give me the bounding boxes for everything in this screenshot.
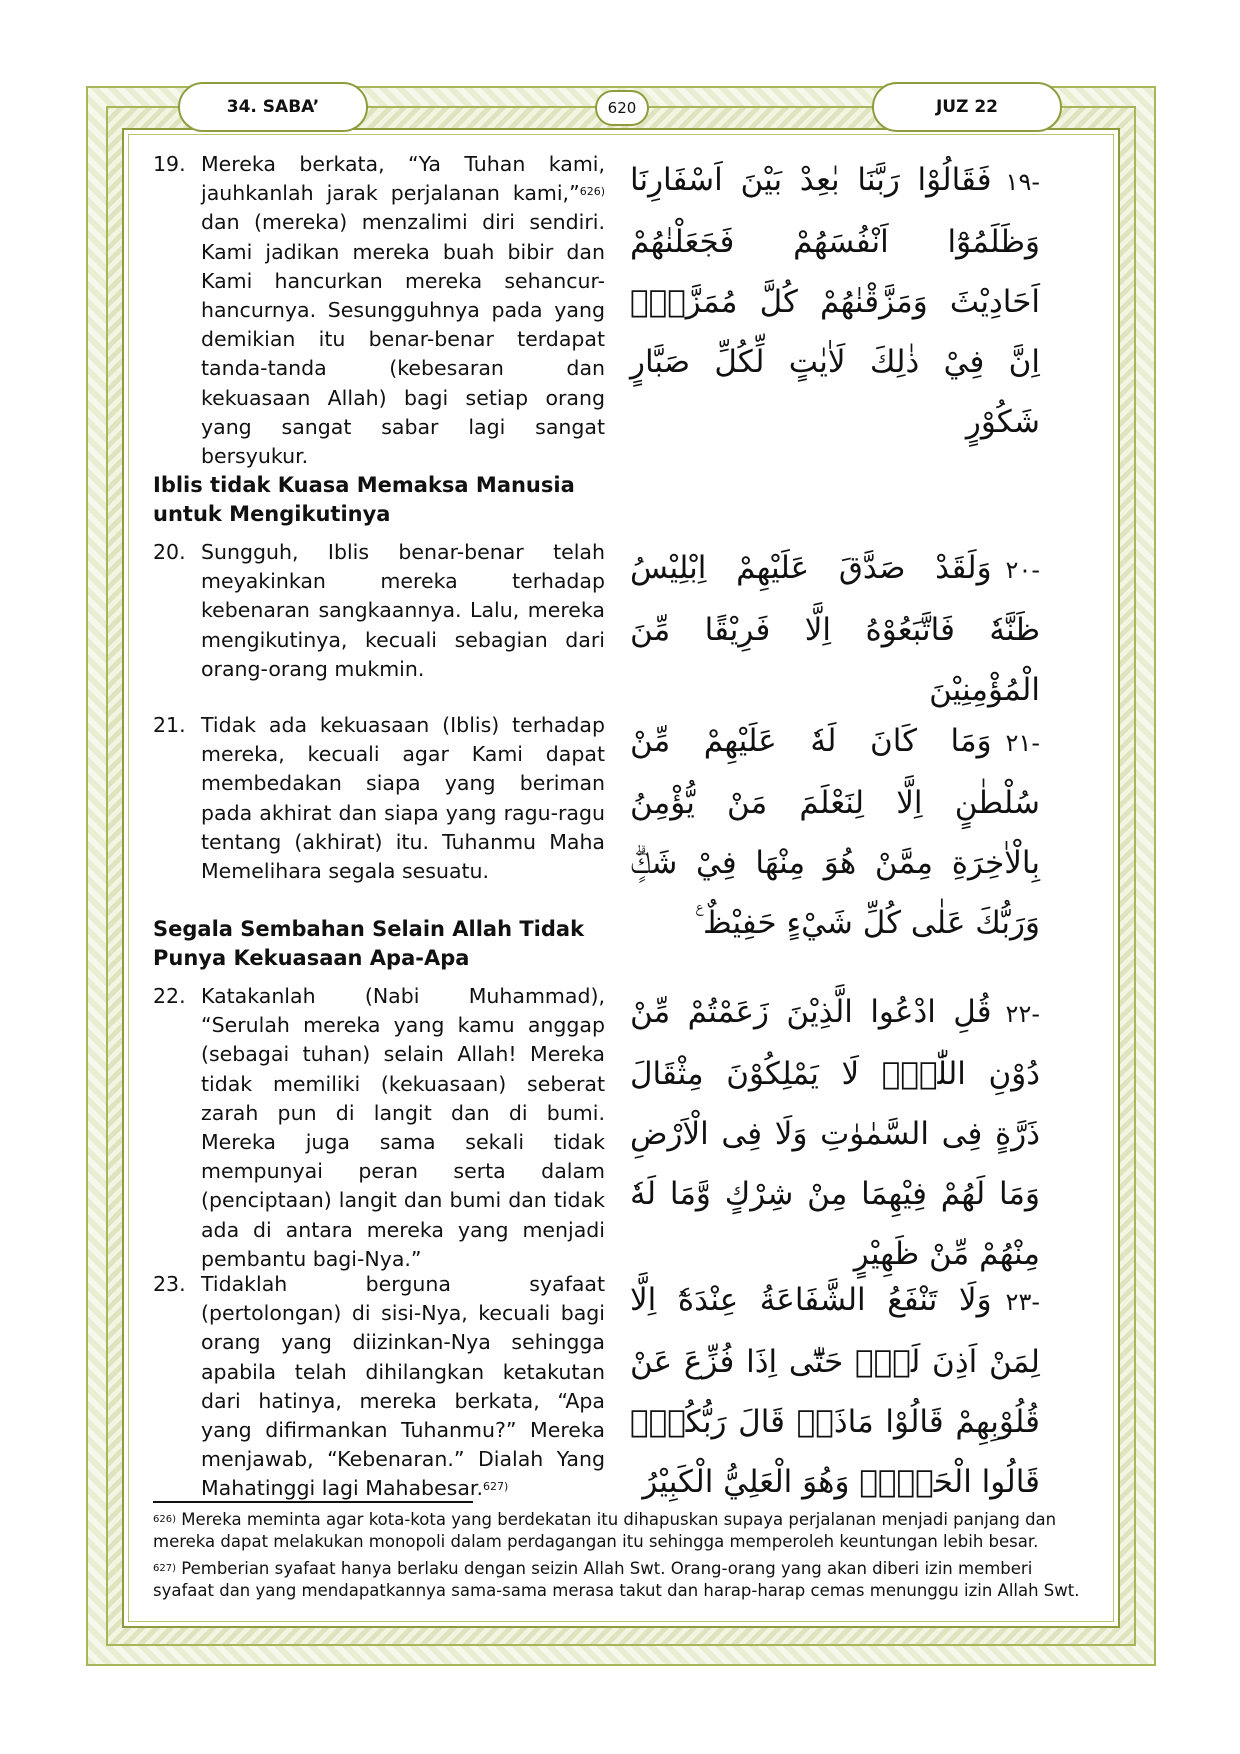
verse-22-translation: 22. Katakanlah (Nabi Muhammad), “Serulah mereka yang kamu anggap (sebagai tuhan) selain Allah! Mereka tidak memiliki (kekuasaan) seberat zarah pun di langit dan di bumi. Mereka juga sama sekali tidak mempunyai peran serta dalam (penciptaan) langit dan bumi dan tidak ada di antara mereka yang menjadi pembantu bagi-Nya.” — [153, 984, 605, 1271]
juz-label: JUZ 22 — [872, 82, 1062, 132]
arabic-verse-number: -١٩ — [1005, 168, 1040, 196]
page-number: 620 — [595, 90, 649, 126]
verse-23-arabic: -٢٣وَلَا تَنْفَعُ الشَّفَاعَةُ عِنْدَهٗٓ اِلَّا لِمَنْ اَذِنَ لَهٗۗ حَتّٰٓى اِذَا فُزِّعَ عَنْ قُلُوْبِهِمْ قَالُوْا مَاذَاۙ قَالَ رَبُّكُمْۗ قَالُوا الْحَقَّۚ وَهُوَ الْعَلِيُّ الْكَبِيْرُ — [630, 1282, 1040, 1500]
verse-19-translation: 19. Mereka berkata, “Ya Tuhan kami, jauhkanlah jarak perjalanan kami,”$^{626)}$ dan (mereka) menzalimi diri sendiri. Kami jadikan mereka buah bibir dan Kami hancurkan mereka sehancur-hancurnya. Sesungguhnya pada yang demikian itu benar-benar terdapat tanda-tanda (kebesaran dan kekuasaan Allah) bagi setiap orang yang sangat sabar lagi sangat bersyukur. — [153, 152, 605, 469]
arabic-verse-number: -٢١ — [1005, 729, 1040, 757]
section-heading: Segala Sembahan Selain Allah Tidak Punya Kekuasaan Apa-Apa — [153, 917, 585, 970]
arabic-verse-number: -٢٠ — [1005, 556, 1040, 584]
section-heading: Iblis tidak Kuasa Memaksa Manusia untuk Mengikutinya — [153, 473, 575, 526]
arabic-verse-number: -٢٣ — [1005, 1288, 1040, 1316]
verse-number: 20. — [153, 540, 186, 564]
footnote-626: $^{626)}$ Mereka meminta agar kota-kota yang berdekatan itu dihapuskan supaya perjalanan menjadi panjang dan mereka dapat melakukan monopoli dalam perdagangan itu sehingga memperoleh keuntungan lebih besar. — [153, 1510, 1057, 1551]
verse-19-arabic: -١٩فَقَالُوْا رَبَّنَا بٰعِدْ بَيْنَ اَسْفَارِنَا وَظَلَمُوْٓا اَنْفُسَهُمْ فَجَعَلْنٰهُمْ اَحَادِيْثَ وَمَزَّقْنٰهُمْ كُلَّ مُمَزَّقٍۗ اِنَّ فِيْ ذٰلِكَ لَاٰيٰتٍ لِّكُلِّ صَبَّارٍ شَكُوْرٍ — [630, 162, 1040, 440]
verse-20-translation: 20. Sungguh, Iblis benar-benar telah meyakinkan mereka terhadap kebenaran sangkaannya. Lalu, mereka mengikutinya, kecuali sebagian dari orang-orang mukmin. — [153, 540, 605, 681]
footnote-627: $^{627)}$ Pemberian syafaat hanya berlaku dengan seizin Allah Swt. Orang-orang yang akan diberi izin memberi syafaat dan yang mendapatkannya sama-sama merasa takut dan harap-harap cemas menunggu izin Allah Swt. — [153, 1559, 1080, 1600]
verse-21-arabic: -٢١وَمَا كَانَ لَهٗ عَلَيْهِمْ مِّنْ سُلْطٰنٍ اِلَّا لِنَعْلَمَ مَنْ يُّؤْمِنُ بِالْاٰخِرَةِ مِمَّنْ هُوَ مِنْهَا فِيْ شَكٍّۗ وَرَبُّكَ عَلٰى كُلِّ شَيْءٍ حَفِيْظٌ ࣖ — [630, 723, 1040, 941]
verse-21-translation: 21. Tidak ada kekuasaan (Iblis) terhadap mereka, kecuali agar Kami dapat membedakan siapa yang beriman pada akhirat dan siapa yang ragu-ragu tentang (akhirat) itu. Tuhanmu Maha Memelihara segala sesuatu. — [153, 713, 605, 884]
verse-22-arabic: -٢٢قُلِ ادْعُوا الَّذِيْنَ زَعَمْتُمْ مِّنْ دُوْنِ اللّٰهِۚ لَا يَمْلِكُوْنَ مِثْقَالَ ذَرَّةٍ فِى السَّمٰوٰتِ وَلَا فِى الْاَرْضِ وَمَا لَهُمْ فِيْهِمَا مِنْ شِرْكٍ وَّمَا لَهٗ مِنْهُمْ مِّنْ ظَهِيْرٍ — [630, 994, 1040, 1272]
footnote-divider — [153, 1501, 473, 1503]
verse-number: 22. — [153, 984, 186, 1008]
surah-title: 34. SABA’ — [178, 82, 368, 132]
verse-number: 23. — [153, 1272, 186, 1296]
arabic-verse-number: -٢٢ — [1005, 1000, 1040, 1028]
verse-23-translation: 23. Tidaklah berguna syafaat (pertolongan) di sisi-Nya, kecuali bagi orang yang diizinkan-Nya sehingga apabila telah dihilangkan ketakutan dari hatinya, mereka berkata, “Apa yang difirmankan Tuhanmu?” Mereka menjawab, “Kebenaran.” Dialah Yang Mahatinggi lagi Mahabesar.$^{627)}$ — [153, 1272, 605, 1501]
footnote-ref-627[interactable]: 627) — [483, 1480, 509, 1494]
footnote-ref-626[interactable]: 626) — [579, 185, 605, 199]
verse-number: 21. — [153, 713, 186, 737]
verse-number: 19. — [153, 152, 186, 176]
verse-20-arabic: -٢٠وَلَقَدْ صَدَّقَ عَلَيْهِمْ اِبْلِيْسُ ظَنَّهٗ فَاتَّبَعُوْهُ اِلَّا فَرِيْقًا مِّنَ الْمُؤْمِنِيْنَ — [630, 550, 1040, 708]
